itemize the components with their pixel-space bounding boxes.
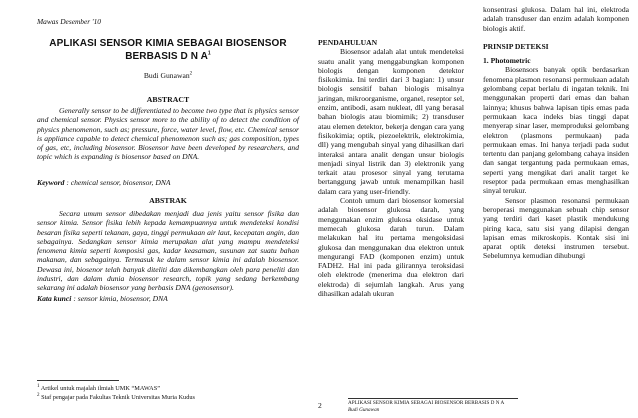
- keywords-en: [37, 178, 299, 187]
- footnote-2-text: Staf pengajar pada Fakultas Teknik Universitas Muria Kudus: [41, 394, 195, 401]
- journal-header: Mawas Desember '10: [37, 17, 101, 26]
- paper-title: [37, 38, 299, 63]
- keyword-values: : chemical sensor, biosensor, DNA: [66, 178, 171, 187]
- page-number: 2: [318, 401, 322, 410]
- author-footnote-mark: 2: [189, 71, 193, 77]
- footnote-2: [37, 394, 299, 402]
- abstrak-heading: ABSTRAK: [149, 196, 187, 205]
- continued-paragraph: konsentrasi glukosa. Dalam hal ini, elektroda adalah transduser dan enzim adalah komponen biologis aktif.: [483, 5, 629, 33]
- intro-paragraph-2: Contoh umum dari biosensor komersial adalah biosensor glukosa darah, yang menggunakan enzim glukosa oksidase untuk memecah glukosa darah turun. Dalam melakukan hal itu pertama mengoksidasi glukosa dan menggunakan dua elektron untuk mengurangi FAD (komponen enzim) untuk FADH2. Hal ini pada gilirannya teroksidasi oleh elektrode (menerima dua elektron dari elektroda) di sejumlah langkah. Arus yang dihasilkan adalah ukuran: [318, 196, 464, 299]
- section-heading-prinsip: PRINSIP DETEKSI: [483, 41, 549, 51]
- intro-paragraph-1: Biosensor adalah alat untuk mendeteksi suatu analit yang menggabungkan komponen biologis dengan komponen detektor fisikokimia. Ini terdiri dari 3 bagian: 1) unsur biologis sensitif bahan biologis misalnya jaringan, mikroorganisme, organel, reseptor sel, enzim, antibodi, asam nukleat, dll yang berasal bahan biologis atau biomimik; 2) transduser atau elemen detektor, bekerja dengan cara yang fisikokimia; optik, piezoelektrik, elektrokimia, dll) yang mengubah sinyal yang dihasilkan dari interaksi antara analit dengan unsur biologis menjadi sinyal listrik dan 3) elektronik yang terkait atau prosesor sinyal yang terutama bertanggung jawab untuk menampilkan hasil dalam cara yang user-friendly.: [318, 47, 464, 196]
- paper-title-text: APLIKASI SENSOR KIMIA SEBAGAI BIOSENSOR BERBASIS D N A: [49, 38, 287, 62]
- photometric-paragraph-1: Biosensors banyak optik berdasarkan fenomena plasmon resonansi permukaan adalah gelombang cepat berlalu di ingatan teknik. Ini menggunakan properti dari emas dan bahan lainnya; khusus bahwa lapisan tipis emas pada permukaan kaca indeks bias tinggi dapat menyerap sinar laser, memproduksi gelombang elektron (plasmons permukaan) pada permukaan emas. Ini hanya terjadi pada sudut tertentu dan panjang gelombang cahaya insiden dan sangat tergantung pada permukaan emas, seperti yang mengikat dari analit target ke reseptor pada permukaan emas menghasilkan sinyal terukur.: [483, 65, 629, 196]
- column-right: [483, 5, 629, 261]
- footnote-divider: [37, 380, 119, 381]
- footnote-2-num: 2: [37, 392, 40, 398]
- kata-kunci-values: : sensor kimia, biosensor, DNA: [73, 294, 168, 303]
- footnote-1: [37, 385, 299, 393]
- footnote-1-text: Artikel untuk majalah ilmiah UMK “MAWAS”: [40, 385, 161, 392]
- abstract-heading: ABSTRACT: [146, 95, 190, 104]
- running-footer-author: Budi Gunawan: [348, 406, 380, 413]
- footnote-1-num: 1: [37, 383, 40, 389]
- keywords-id: [37, 294, 299, 303]
- abstract-block: [37, 106, 299, 162]
- author-name: Budi Gunawan: [143, 71, 190, 80]
- author-line: [37, 71, 299, 80]
- intro-heading: PENDAHULUAN: [318, 38, 378, 47]
- kata-kunci-label: Kata kunci: [37, 294, 72, 303]
- running-footer: [348, 398, 518, 413]
- column-middle: [318, 38, 464, 298]
- photometric-paragraph-2: Sensor plasmon resonansi permukaan beroperasi menggunakan sebuah chip sensor yang terdiri dari kaset plastik mendukung piring kaca, satu sisi yang dilapisi dengan lapisan emas mikroskopis. Kontak sisi ini aparat optik deteksi instrumen tersebut. Sebelumnya kemudian dihubungi: [483, 195, 629, 261]
- title-footnote-mark: 1: [207, 50, 211, 57]
- running-footer-title: APLIKASI SENSOR KIMIA SEBAGAI BIOSENSOR BERBASIS D N A: [348, 398, 518, 407]
- subsection-photometric: 1. Photometric: [483, 56, 531, 66]
- keyword-label: Keyword: [37, 178, 65, 187]
- abstrak-text: Secara umum sensor dibedakan menjadi dua jenis yaitu sensor fisika dan sensor kimia. Sensor fisika lebih kepada kemampuannya untuk mendeteksi kondisi besaran fisika seperti tekanan, gaya, tinggi permukaan air laut, kecepatan angin, dan sebagainya. Sedangkan sensor kimia merupakan alat yang mampu mendeteksi fenomena kimia seperti komposisi gas, kadar keasaman, susunan zat suatu bahan makanan, dan sebagainya. Termasuk ke dalam sensor kimia ini adalah biosensor. Dewasa ini, biosenor telah banyak diteliti dan dikembangkan oleh para peneliti dan industri, dan dalam dunia biosensor research, topik yang sedang berkembang sekarang ini adalah biosensor yang berbasis DNA (genosensor).: [37, 209, 299, 293]
- abstrak-block: [37, 209, 299, 293]
- abstract-text: Generally sensor to be differentiated to become two type that is physics sensor and chemical sensor. Physics sensor more to the ability of to detect the condition of physics phenomenon, such as; pressure, force, water level, flow, etc. Chemical sensor is appliance capable to detect chemical phenomenon such as; gas composition, types of gas, etc, including biosensor. Biosensor have been developed by researchers, and topic which is expanding is biosensor based on DNA.: [37, 106, 299, 162]
